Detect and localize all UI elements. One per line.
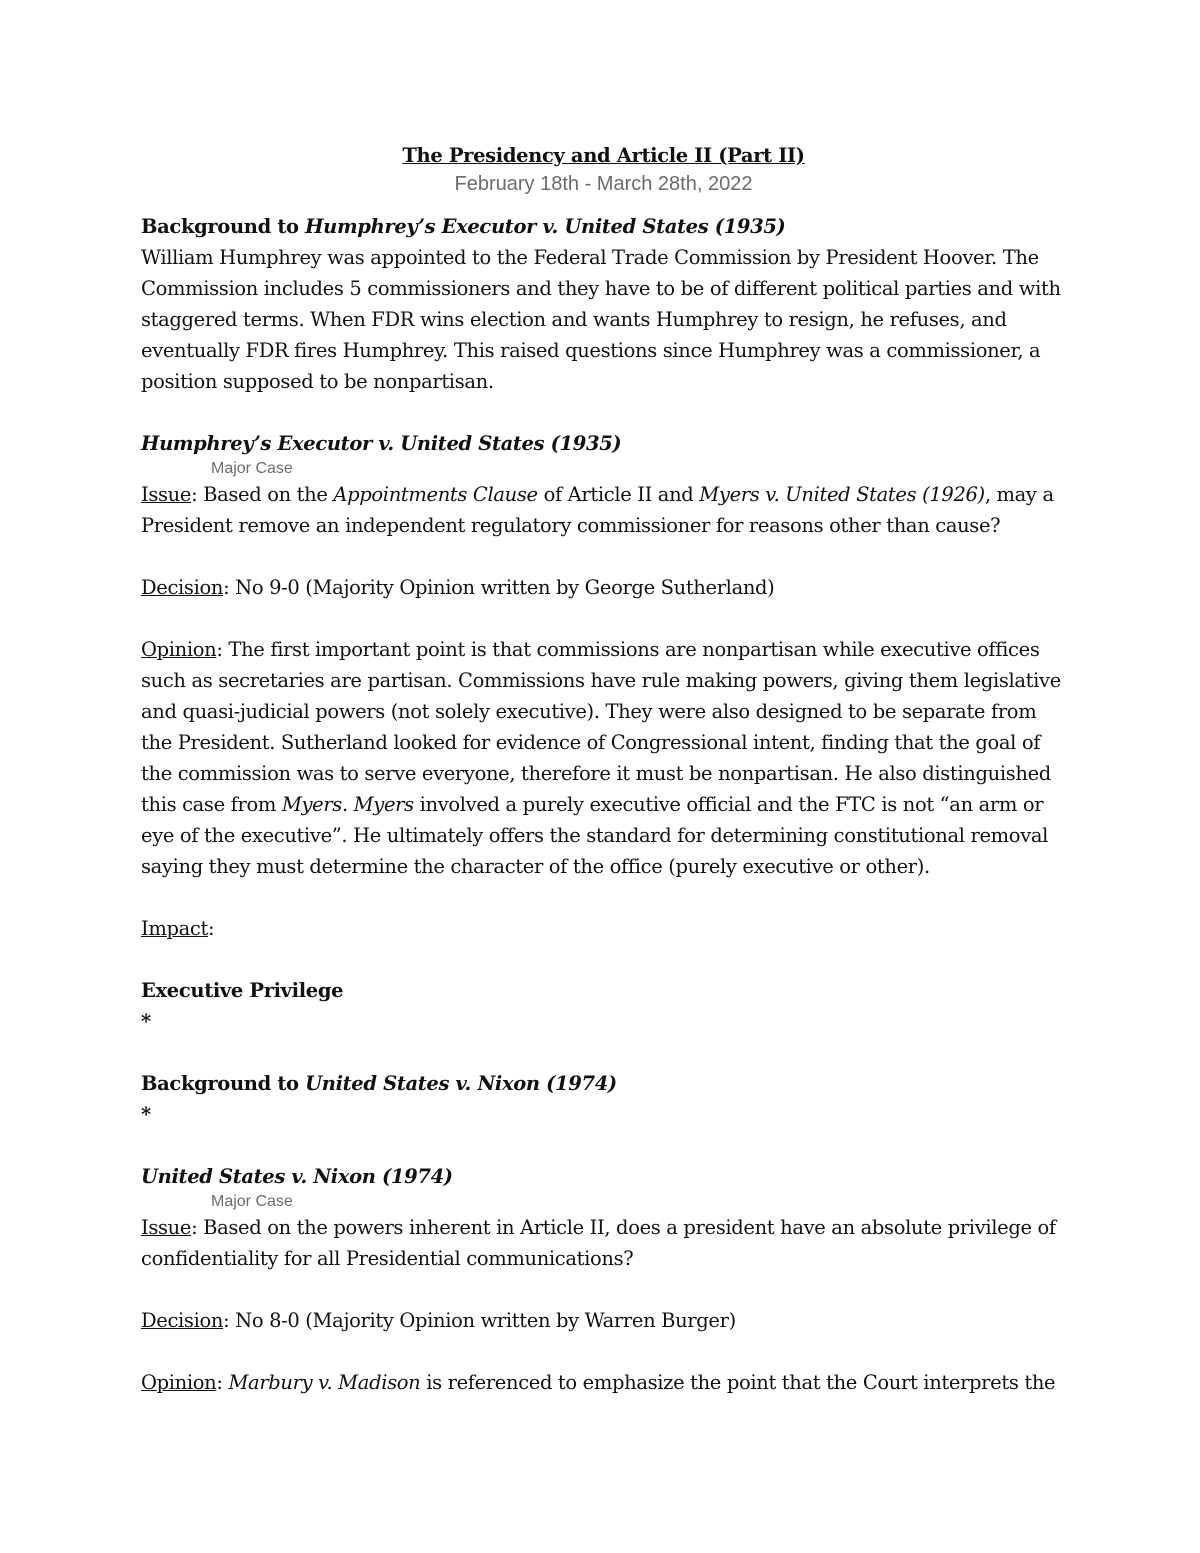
section-heading-humphrey-background: Background to Humphrey’s Executor v. United States (1935) xyxy=(141,215,786,238)
document-page xyxy=(141,140,1066,1398)
case-opinion-humphrey: Opinion: The first important point is that commissions are nonpartisan while executive offices such as secretaries are partisan. Commissions have rule making powers, giving them legislative and quasi-judicial powers (not solely executive). They were also designed to be separate from the President. Sutherland looked for evidence of Congressional intent, finding that the goal of the commission was to serve everyone, therefore it must be nonpartisan. He also distinguished this case from Myers. Myers involved a purely executive official and the FTC is not “an arm or eye of the executive”. He ultimately offers the standard for determining constitutional removal saying they must determine the character of the office (purely executive or other). xyxy=(141,638,1061,878)
date-range: February 18th - March 28th, 2022 xyxy=(454,173,753,195)
case-decision-nixon: Decision: No 8-0 (Majority Opinion written by Warren Burger) xyxy=(141,1309,736,1332)
case-title-humphrey: Humphrey’s Executor v. United States (1935) xyxy=(141,432,622,455)
document-title: The Presidency and Article II (Part II) xyxy=(402,144,805,167)
section-heading-executive-privilege: Executive Privilege xyxy=(141,979,344,1002)
case-impact-humphrey: Impact: xyxy=(141,917,215,940)
case-decision-humphrey: Decision: No 9-0 (Majority Opinion written by George Sutherland) xyxy=(141,576,775,599)
case-title-nixon: United States v. Nixon (1974) xyxy=(141,1165,453,1188)
major-case-tag: Major Case xyxy=(211,460,293,477)
case-opinion-nixon: Opinion: Marbury v. Madison is referenced to emphasize the point that the Court interprets the xyxy=(141,1371,1056,1394)
bullet-placeholder: * xyxy=(141,1010,151,1033)
case-issue-nixon: Issue: Based on the powers inherent in Article II, does a president have an absolute privilege of confidentiality for all Presidential communications? xyxy=(141,1216,1056,1270)
section-heading-nixon-background: Background to United States v. Nixon (1974) xyxy=(141,1072,617,1095)
humphrey-background-body: William Humphrey was appointed to the Federal Trade Commission by President Hoover. The Commission includes 5 commissioners and they have to be of different political parties and with staggered terms. When FDR wins election and wants Humphrey to resign, he refuses, and eventually FDR fires Humphrey. This raised questions since Humphrey was a commissioner, a position supposed to be nonpartisan. xyxy=(141,246,1061,393)
bullet-placeholder: * xyxy=(141,1103,151,1126)
major-case-tag: Major Case xyxy=(211,1193,293,1210)
case-issue-humphrey: Issue: Based on the Appointments Clause of Article II and Myers v. United States (1926), may a President remove an independent regulatory commissioner for reasons other than cause? xyxy=(141,483,1054,537)
